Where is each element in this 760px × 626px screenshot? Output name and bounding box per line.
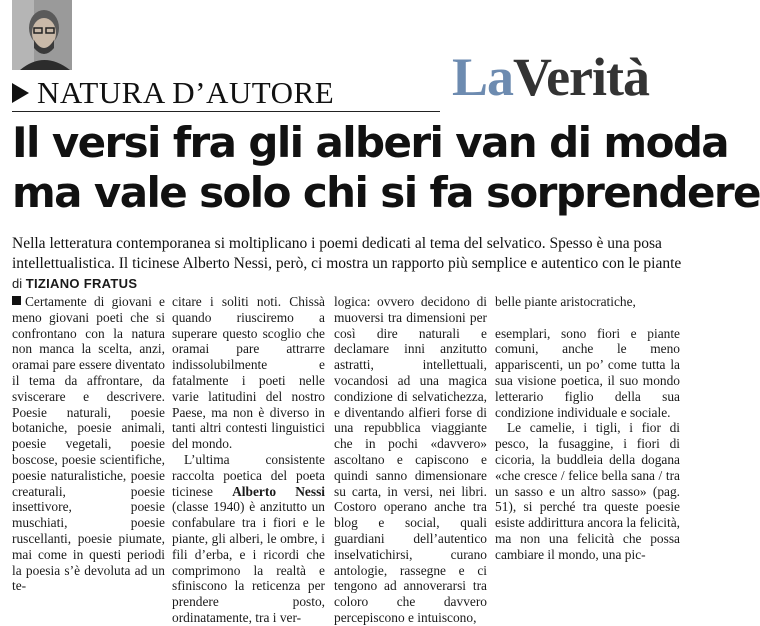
column-2-text-pre: L’ultima consistente raccolta poetica del poeta ticinese <box>172 451 325 499</box>
lead-square-icon <box>12 296 21 305</box>
author-portrait-illustration <box>12 0 72 70</box>
article-column-3 <box>334 294 487 625</box>
headline-line-2: ma vale solo chi si fa sorprendere <box>12 168 760 217</box>
article-headline <box>12 118 760 218</box>
newspaper-masthead <box>452 48 722 106</box>
masthead-verita: Verità <box>513 47 649 107</box>
article-column-1 <box>12 294 165 594</box>
section-header <box>12 76 334 110</box>
column-2-paragraph-2 <box>172 452 325 626</box>
article-column-4 <box>495 294 680 562</box>
headline-line-1: Il versi fra gli alberi van di moda <box>12 118 729 167</box>
author-photo <box>12 0 72 70</box>
column-1-text: Certamente di giovani e meno giovani poeti che si confrontano con la natura non manca la scelta, anzi, oramai pare essere diventato il tema da affrontare, da sviscerare e descrivere. Poesie naturali, poesie botaniche, poesie animali, poesie vegetali, poesie boscose, poesie scientifiche, poesie naturalistiche, poesie creaturali, poesie insettivore, poesie muschiati, poesie ruscellanti, poesie piumate, mai come in questi periodi la poesia s’è devoluta ad un te- <box>12 294 165 594</box>
masthead-la: La <box>452 47 514 107</box>
column-2-paragraph-1: citare i soliti noti. Chissà quando riusciremo a superare questo scoglio che oramai pare attrarre indissolubilmente e fatalmente i poeti nelle varie latitudini del nostro Paese, ma non è diverso in tanti altri contesti linguistici del mondo. <box>172 294 325 452</box>
poet-name: Alberto Nessi <box>232 483 325 499</box>
column-4-line-1: belle piante aristocratiche, <box>495 294 636 309</box>
column-4-paragraph-2: Le camelie, i tigli, i fior di pesco, la fusaggine, i fiori di cicoria, la buddleia della dogana «che cresce / felice bella sana / tra un sasso e un altro sasso» (pag. 51), si perché tra queste poesie esiste addirittura ancora la felicità, ma non una felicità che possa cambiare il mondo, una pic- <box>495 420 680 562</box>
column-3-text: logica: ovvero decidono di muoversi tra dimensioni per così dire naturali e declamare inni anzitutto astratti, intellettuali, vocandosi ad una magica condizione di selvatichezza, e diventando alfieri forse di una repubblica viaggiante che in pochi «davvero» ascoltano e capiscono e quindi sanno dimensionare su carta, in versi, nei libri. Costoro operano anche tra blog e social, quali guardiani dell’autentico inselvatichirsi, curano antologie, rassegne e ci tengono ad annoverarsi tra coloro che davvero percepiscono e intuiscono, <box>334 294 487 625</box>
byline-author: TIZIANO FRATUS <box>25 276 138 291</box>
section-rule <box>12 111 440 112</box>
column-2-text-post: (classe 1940) è anzitutto un confabulare tra i fiori e le piante, gli alberi, le ombre, i fili d’erba, e i ricordi che comprimono la realtà e sfiniscono la reticenza per prendere posto, ordinatamente, tra i ver- <box>172 499 325 625</box>
article-column-2 <box>172 294 325 625</box>
triangle-arrow-icon <box>12 83 29 103</box>
section-kicker: NATURA D’AUTORE <box>37 75 335 110</box>
article-standfirst: Nella letteratura contemporanea si moltiplicano i poemi dedicati al tema del selvatico. Spesso è una posa intellettualistica. Il ticinese Alberto Nessi, però, ci mostra un rapporto più semplice e autentico con le piante <box>12 235 682 272</box>
byline <box>12 276 137 292</box>
column-4-paragraph-1: esemplari, sono fiori e piante comuni, anche le meno appariscenti, un po’ come tutta la sua visione poetica, il suo mondo letterario figlio della sua condizione individuale e sociale. <box>495 325 680 420</box>
byline-prefix: di <box>12 276 23 291</box>
